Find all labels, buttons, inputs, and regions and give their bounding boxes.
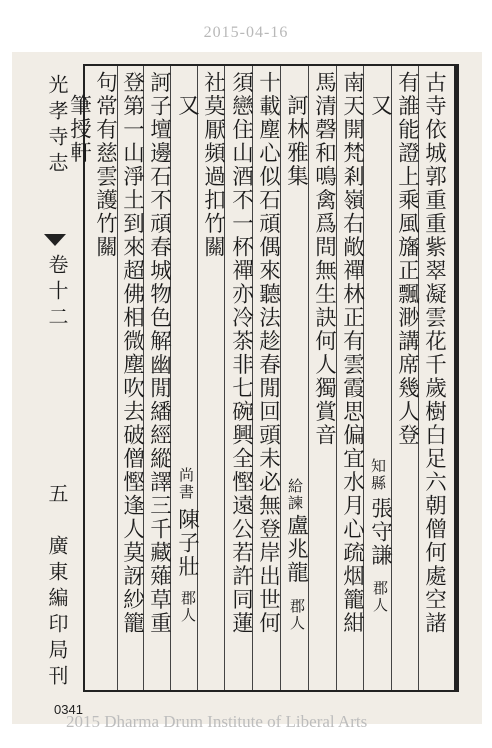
fishtail-mark-icon — [44, 234, 66, 246]
text-column: 馬清磬和鳴禽爲問無生訣何人獨賞音 — [311, 71, 337, 447]
author-name: 陳子壯 — [174, 508, 200, 579]
date-stamp: 2015-04-16 — [203, 24, 289, 41]
column-rule — [391, 66, 392, 690]
text-column: 登第一山淨土到來超佛相微塵吹去破僧慳逢人莫訝紗籠 — [119, 71, 145, 635]
book-title: 光孝寺志 — [45, 74, 69, 178]
text-column: 句常有慈雲護竹關 — [92, 71, 118, 259]
author-place: 郡人 — [288, 598, 306, 632]
page-number: 0341 — [54, 702, 83, 717]
text-column: 有誰能證上乘風旛正飄渺講席幾人登 — [394, 71, 420, 447]
column-rule — [197, 66, 198, 690]
text-column: 訶子壇邊石不頑春城物色解幽閒繙經縱譯三千藏薙草重 — [146, 71, 172, 635]
author-title: 給諫 — [286, 478, 304, 512]
text-column: 南天開梵剎嶺右敞禪林正有雲霞思偏宜水月心疏烟籠紺 — [339, 71, 365, 635]
volume-label: 卷十二 — [45, 254, 69, 332]
publisher-label: 五 廣東編印局刊 — [45, 483, 69, 691]
author-title: 尚書 — [177, 467, 195, 501]
watermark: 2015 Dharma Drum Institute of Liberal Arts — [66, 712, 368, 731]
text-column: 須戀住山酒不一杯禪亦冷茶非七碗興全慳遠公若許同蓮 — [228, 71, 254, 635]
text-column: 十載塵心似石頑偶來聽法趁春閒回頭未必無登岸出世何 — [255, 71, 281, 635]
text-column: 古寺依城郭重重紫翠凝雲花千歲樹白足六朝僧何處空諸 — [421, 71, 447, 635]
text-column: 又 — [367, 94, 393, 118]
text-column: 筆授軒 — [66, 94, 92, 165]
author-name: 盧兆龍 — [283, 514, 309, 585]
author-place: 郡人 — [371, 580, 389, 614]
text-column: 社莫厭頻過扣竹關 — [200, 71, 226, 259]
author-place: 郡人 — [179, 590, 197, 624]
text-column: 訶林雅集 — [283, 94, 309, 188]
author-title: 知縣 — [369, 458, 387, 492]
text-column: 又 — [174, 94, 200, 118]
author-name: 張守謙 — [367, 497, 393, 568]
